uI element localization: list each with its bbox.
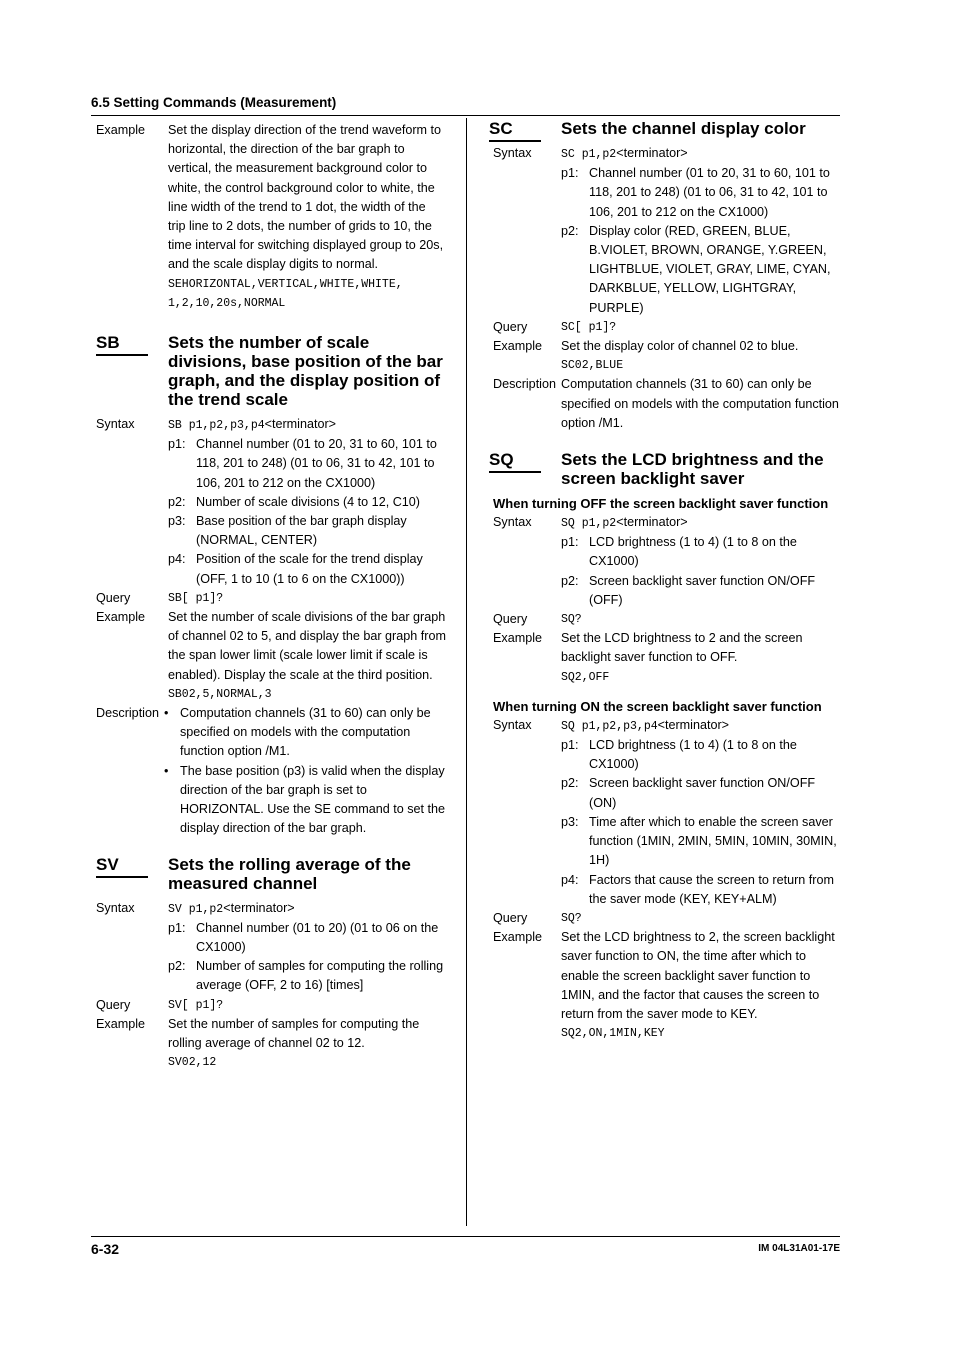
sb-param-p2: p2: Number of scale divisions (4 to 12, C10) xyxy=(168,494,420,509)
sb-desc-bullet-1: • Computation channels (31 to 60) can only be specified on models with the computation function option /M1. xyxy=(164,706,431,759)
sq-on-param-p3: p3: Time after which to enable the screen saver function (1MIN, 2MIN, 5MIN, 10MIN, 30MIN, 1H) xyxy=(561,814,837,868)
sv-syntax: Syntax SV p1,p2<terminator> xyxy=(96,900,295,916)
sv-command-code: SV xyxy=(96,855,148,878)
sq-off-param-p2: p2: Screen backlight saver function ON/OFF (OFF) xyxy=(561,573,816,607)
sv-param-p1: p1: Channel number (01 to 20) (01 to 06 on the CX1000) xyxy=(168,920,439,954)
sq-on-param-p2: p2: Screen backlight saver function ON/OFF (ON) xyxy=(561,776,816,810)
sb-command-code: SB xyxy=(96,333,148,356)
se-example-text: Set the display direction of the trend waveform to horizontal, the direction of the bar graph to vertical, the measurement background color to white, the control background color to white, the line width of the trend to 1 dot, the width of the trip line to 2 dots, the number of grids to 10, the time interval for switching displayed group to 20s, and the scale display digits to normal. xyxy=(168,123,444,272)
page-number: 6-32 xyxy=(91,1241,120,1257)
running-header xyxy=(91,95,840,116)
sc-section-heading xyxy=(489,119,843,138)
sc-title: Sets the channel display color xyxy=(561,119,806,138)
sq-off-heading: When turning OFF the screen backlight saver function xyxy=(493,496,829,512)
sc-description: Description Computation channels (31 to 60) can only be specified on models with the computation function option /M1. xyxy=(493,377,839,430)
sv-example: Example Set the number of samples for computing the rolling average of channel 02 to 12. SV02,12 xyxy=(96,1015,446,1073)
sb-param-p3: p3: Base position of the bar graph display (NORMAL, CENTER) xyxy=(168,514,407,548)
se-example-code-1: SEHORIZONTAL,VERTICAL,WHITE,WHITE, xyxy=(168,277,403,291)
sb-section-heading xyxy=(96,333,446,409)
sc-param-p2: p2: Display color (RED, GREEN, BLUE, B.VIOLET, BROWN, ORANGE, Y.GREEN, LIGHTBLUE, VIOLET, GRAY, LIME, CYAN, DARKBLUE, YELLOW, LIGHTGRAY, PURPLE) xyxy=(561,223,831,315)
sv-section-heading xyxy=(96,855,446,893)
sq-on-param-p4: p4: Factors that cause the screen to return from the saver mode (KEY, KEY+ALM) xyxy=(561,872,834,906)
sb-syntax: Syntax SB p1,p2,p3,p4<terminator> xyxy=(96,417,337,433)
sc-example-code: SC02,BLUE xyxy=(561,359,624,373)
column-divider xyxy=(466,118,467,1226)
sq-on-query: Query SQ? xyxy=(493,910,582,925)
sq-section-heading xyxy=(489,450,843,488)
se-example: Example Set the display direction of the trend waveform to horizontal, the direction of the bar graph to vertical, the measurement background color to white, the control background color to white, the line width of the trend to 1 dot, the width of the trip line to 2 dots, the number of grids to 10, the time interval for switching displayed group to 20s, and the scale display digits to normal. SEHORIZONTAL,VERTICAL,WHITE,WHITE, 1,2,10,20s,NORMAL xyxy=(96,121,446,313)
left-column xyxy=(96,121,446,1072)
sq-on-example: Example Set the LCD brightness to 2, the screen backlight saver function to ON, the time after which to enable the screen backlight saver function to 1MIN, and the factor that causes the screen to return from the saver mode to KEY. SQ2,ON,1MIN,KEY xyxy=(493,928,843,1043)
sq-command-code: SQ xyxy=(489,450,541,473)
sq-off-example: Example Set the LCD brightness to 2 and the screen backlight saver function to OFF. SQ2,OFF xyxy=(493,629,843,687)
sb-query: Query SB[ p1]? xyxy=(96,590,224,605)
se-example-code-2: 1,2,10,20s,NORMAL xyxy=(168,296,286,310)
sq-title: Sets the LCD brightness and the screen backlight saver xyxy=(561,450,824,489)
sc-example: Example Set the display color of channel 02 to blue. SC02,BLUE xyxy=(493,337,843,375)
section-title: 6.5 Setting Commands (Measurement) xyxy=(91,95,337,110)
sq-on-syntax: Syntax SQ p1,p2,p3,p4<terminator> xyxy=(493,717,730,733)
sb-title: Sets the number of scale divisions, base position of the bar graph, and the display position of the trend scale xyxy=(168,333,443,410)
sq-off-example-code: SQ2,OFF xyxy=(561,670,610,684)
right-column xyxy=(489,117,843,1043)
sc-syntax: Syntax SC p1,p2<terminator> xyxy=(493,146,688,161)
document-id: IM 04L31A01-17E xyxy=(758,1243,840,1254)
sb-description: Description • Computation channels (31 to 60) can only be specified on models with the computation function option /M1. • The base position (p3) is valid when the display direction of the bar graph is set to HORIZONTAL. Use the SE command to set the display direction of the bar graph. xyxy=(96,704,446,838)
sq-off-syntax: Syntax SQ p1,p2<terminator> xyxy=(493,515,688,531)
sc-param-p1: p1: Channel number (01 to 20, 31 to 60, 101 to 118, 201 to 248) (01 to 06, 31 to 42, 101 to 106, 201 to 212 on the CX1000) xyxy=(561,166,830,219)
sb-param-p4: p4: Position of the scale for the trend display (OFF, 1 to 10 (1 to 6 on the CX1000)) xyxy=(168,552,423,586)
sq-off-param-p1: p1: LCD brightness (1 to 4) (1 to 8 on the CX1000) xyxy=(561,535,797,569)
sq-on-param-p1: p1: LCD brightness (1 to 4) (1 to 8 on the CX1000) xyxy=(561,738,797,772)
sc-command-code: SC xyxy=(489,119,541,142)
sv-title: Sets the rolling average of the measured channel xyxy=(168,854,411,893)
sb-example: Example Set the number of scale divisions of the bar graph of channel 02 to 5, and display the bar graph from the span lower limit (scale lower limit if scale is enabled). Display the scale at the third position. SB02,5,NORMAL,3 xyxy=(96,608,446,704)
sc-query: Query SC[ p1]? xyxy=(493,319,617,334)
sv-query: Query SV[ p1]? xyxy=(96,997,224,1012)
sb-example-code: SB02,5,NORMAL,3 xyxy=(168,687,272,701)
sb-desc-bullet-2: • The base position (p3) is valid when the display direction of the bar graph is set to HORIZONTAL. Use the SE command to set the display direction of the bar graph. xyxy=(164,763,446,836)
page-footer xyxy=(91,1236,840,1257)
sv-example-code: SV02,12 xyxy=(168,1056,217,1070)
sb-param-p1: p1: Channel number (01 to 20, 31 to 60, 101 to 118, 201 to 248) (01 to 06, 31 to 42, 101 to 106, 201 to 212 on the CX1000) xyxy=(168,437,437,490)
sq-on-heading: When turning ON the screen backlight saver function xyxy=(493,698,822,714)
sq-off-query: Query SQ? xyxy=(493,612,582,627)
sv-param-p2: p2: Number of samples for computing the rolling average (OFF, 2 to 16) [times] xyxy=(168,959,444,993)
sq-on-example-code: SQ2,ON,1MIN,KEY xyxy=(561,1027,665,1041)
